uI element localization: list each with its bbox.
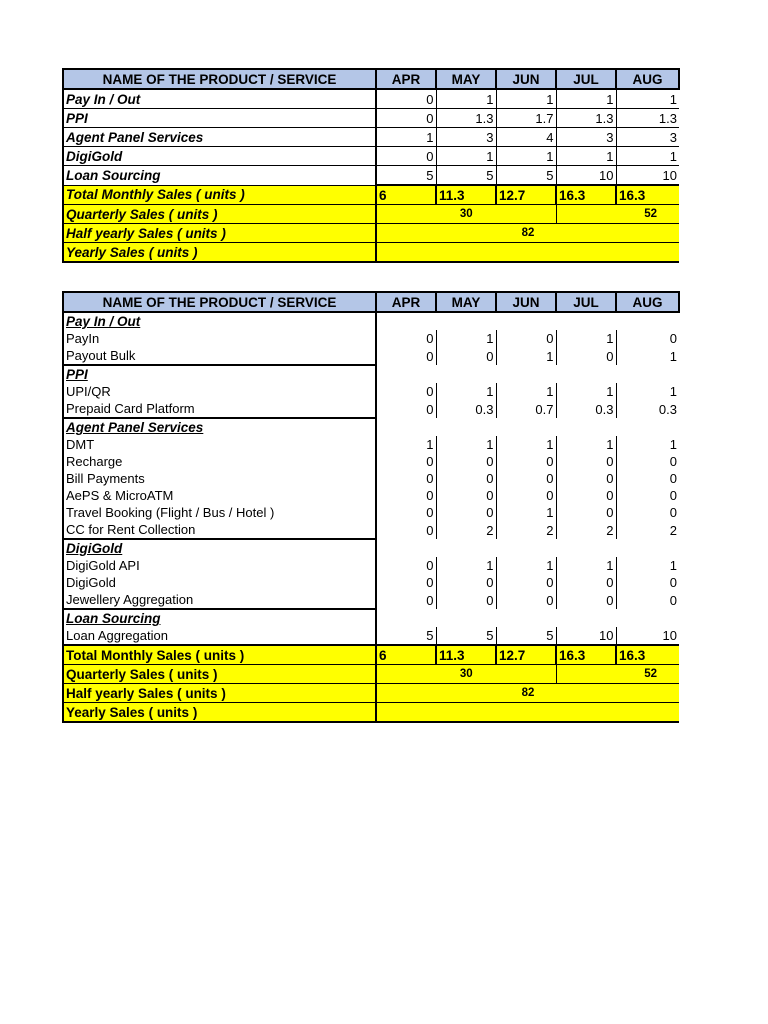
quarterly-row (63, 665, 679, 684)
cell-value[interactable]: 0 (376, 109, 436, 128)
cell-value[interactable]: 1 (496, 504, 556, 521)
total-monthly-value[interactable]: 16.3 (556, 645, 616, 665)
table-row (63, 453, 679, 470)
total-monthly-value[interactable]: 12.7 (496, 185, 556, 205)
cell-value[interactable]: 0 (376, 487, 436, 504)
cell-value[interactable]: 1 (496, 147, 556, 166)
row-label[interactable]: Recharge (63, 453, 376, 470)
total-monthly-value[interactable]: 11.3 (436, 185, 496, 205)
column-header-month[interactable]: AUG (616, 69, 679, 89)
total-monthly-row (63, 645, 679, 665)
table-row (63, 347, 679, 365)
table-row (63, 627, 679, 645)
category-row (63, 312, 679, 330)
yearly-label[interactable]: Yearly Sales ( units ) (63, 243, 376, 263)
category-label[interactable]: Agent Panel Services (63, 418, 376, 436)
cell-value[interactable]: 1 (376, 128, 436, 147)
cell-value[interactable]: 1 (556, 383, 616, 400)
cell-value[interactable]: 0 (376, 557, 436, 574)
cell-value[interactable]: 5 (376, 166, 436, 186)
table-row (63, 521, 679, 539)
table-row (63, 89, 679, 109)
category-label[interactable]: PPI (63, 365, 376, 383)
cell-value[interactable]: 1 (556, 147, 616, 166)
table-row (63, 504, 679, 521)
quarterly-label[interactable]: Quarterly Sales ( units ) (63, 205, 376, 224)
cell-value[interactable]: 1.3 (556, 109, 616, 128)
empty-cell (556, 539, 616, 557)
total-monthly-value[interactable]: 16.3 (556, 185, 616, 205)
empty-cell (376, 539, 436, 557)
half-yearly-value[interactable]: 82 (376, 684, 679, 703)
cell-value[interactable]: 1 (669, 558, 677, 573)
column-header-month[interactable]: JUL (556, 69, 616, 89)
row-label[interactable]: PayIn (63, 330, 376, 347)
cell-value[interactable]: 5 (496, 166, 556, 186)
cell-value[interactable]: 0 (556, 504, 616, 521)
cell-value[interactable]: 0 (376, 574, 436, 591)
cell-value[interactable]: 0 (496, 591, 556, 609)
column-header-month[interactable]: JUN (496, 292, 556, 312)
cell-value[interactable]: 0 (436, 487, 496, 504)
yearly-row (63, 703, 679, 723)
column-header-month[interactable]: AUG (616, 292, 679, 312)
table-row (63, 383, 679, 400)
cell-value[interactable]: 1 (496, 89, 556, 109)
cell-value[interactable]: 0 (556, 453, 616, 470)
row-label[interactable]: PPI (63, 109, 376, 128)
cell-value[interactable]: 4 (496, 128, 556, 147)
row-label[interactable]: Loan Sourcing (63, 166, 376, 186)
cell-value[interactable]: 1 (436, 383, 496, 400)
row-label[interactable]: Bill Payments (63, 470, 376, 487)
cell-value[interactable]: 10 (662, 628, 677, 643)
row-label[interactable]: Travel Booking (Flight / Bus / Hotel ) (63, 504, 376, 521)
cell-value[interactable]: 1 (556, 330, 616, 347)
column-header-month[interactable]: MAY (436, 292, 496, 312)
cell-value[interactable]: 3 (436, 128, 496, 147)
detailed-sales-table (62, 291, 680, 723)
cell-value[interactable]: 0 (496, 487, 556, 504)
table-row (63, 487, 679, 504)
table-row (63, 128, 679, 147)
cell-value[interactable]: 0 (376, 89, 436, 109)
cell-value[interactable]: 2 (669, 522, 677, 538)
cell-value[interactable]: 0 (376, 347, 436, 365)
cell-value[interactable]: 1.3 (436, 109, 496, 128)
table-row (63, 436, 679, 453)
cell-value[interactable]: 0 (376, 470, 436, 487)
cell-value[interactable]: 0 (376, 383, 436, 400)
quarterly-q1-value[interactable]: 30 (376, 205, 556, 224)
cell-value[interactable]: 1 (616, 147, 679, 166)
column-header-month[interactable]: APR (376, 292, 436, 312)
total-monthly-value[interactable]: 6 (376, 645, 436, 665)
cell-value[interactable]: 0.3 (658, 401, 677, 417)
cell-value[interactable]: 0 (496, 574, 556, 591)
cell-value[interactable]: 0 (376, 591, 436, 609)
total-monthly-value[interactable]: 16.3 (616, 185, 679, 205)
cell-value[interactable]: 1 (669, 348, 677, 364)
cell-value[interactable]: 1 (376, 436, 436, 453)
cell-value[interactable]: 10 (616, 166, 679, 186)
category-row (63, 539, 679, 557)
empty-cell (436, 539, 496, 557)
cell-value[interactable]: 0 (669, 592, 677, 608)
total-monthly-value[interactable]: 11.3 (436, 645, 496, 665)
column-header-month[interactable]: MAY (436, 69, 496, 89)
empty-cell (616, 365, 679, 383)
cell-value[interactable]: 1 (496, 557, 556, 574)
row-label[interactable]: DMT (63, 436, 376, 453)
column-header-month[interactable]: JUN (496, 69, 556, 89)
cell-value[interactable]: 1 (496, 383, 556, 400)
cell-value[interactable]: 0 (556, 470, 616, 487)
cell-value[interactable]: 1 (436, 330, 496, 347)
cell-value[interactable]: 0 (436, 504, 496, 521)
half-yearly-label[interactable]: Half yearly Sales ( units ) (63, 224, 376, 243)
cell-value[interactable]: 0 (376, 330, 436, 347)
column-header-product[interactable]: NAME OF THE PRODUCT / SERVICE (63, 292, 376, 312)
total-monthly-value[interactable]: 16.3 (616, 645, 679, 665)
row-label[interactable]: Prepaid Card Platform (63, 400, 376, 418)
table-row (63, 330, 679, 347)
cell-value[interactable]: 1 (436, 557, 496, 574)
cell-value[interactable]: 0 (376, 400, 436, 418)
cell-value[interactable]: 0 (669, 488, 677, 503)
cell-value[interactable]: 0 (669, 471, 677, 486)
header-row (63, 292, 679, 312)
cell-value[interactable]: 3 (556, 128, 616, 147)
cell-value[interactable]: 0 (376, 504, 436, 521)
half-yearly-label[interactable]: Half yearly Sales ( units ) (63, 684, 376, 703)
half-yearly-value[interactable]: 82 (376, 224, 679, 243)
empty-cell (556, 365, 616, 383)
total-monthly-row (63, 185, 679, 205)
cell-value[interactable]: 3 (616, 128, 679, 147)
cell-value[interactable]: 0 (436, 347, 496, 365)
cell-value[interactable]: 1 (436, 436, 496, 453)
cell-value[interactable]: 2 (436, 521, 496, 539)
column-header-month[interactable]: JUL (556, 292, 616, 312)
row-label[interactable]: Payout Bulk (63, 347, 376, 365)
row-label[interactable]: UPI/QR (63, 383, 376, 400)
empty-cell (556, 312, 616, 330)
category-row (63, 609, 679, 627)
quarterly-q1-value[interactable]: 30 (376, 665, 556, 684)
category-label[interactable]: DigiGold (63, 539, 376, 557)
empty-cell (436, 418, 496, 436)
cell-value[interactable]: 2 (556, 521, 616, 539)
cell-value[interactable]: 1 (436, 147, 496, 166)
cell-value[interactable]: 0 (436, 574, 496, 591)
table-row (63, 109, 679, 128)
cell-value[interactable]: 0 (556, 347, 616, 365)
row-label[interactable]: AePS & MicroATM (63, 487, 376, 504)
empty-cell (556, 609, 616, 627)
cell-value[interactable]: 0 (669, 454, 677, 469)
cell-value[interactable]: 5 (436, 627, 496, 645)
row-label[interactable]: CC for Rent Collection (63, 521, 376, 539)
empty-cell (616, 609, 679, 627)
row-label[interactable]: Jewellery Aggregation (63, 591, 376, 609)
empty-cell (376, 312, 436, 330)
cell-value[interactable]: 0 (669, 505, 677, 520)
column-header-month[interactable]: APR (376, 69, 436, 89)
cell-value[interactable]: 0.3 (556, 400, 616, 418)
category-label[interactable]: Pay In / Out (63, 312, 376, 330)
cell-value[interactable]: 0 (556, 591, 616, 609)
cell-value[interactable]: 0 (669, 575, 677, 590)
category-label[interactable]: Loan Sourcing (63, 609, 376, 627)
empty-cell (436, 365, 496, 383)
cell-value[interactable]: 10 (556, 166, 616, 186)
total-monthly-value[interactable]: 12.7 (496, 645, 556, 665)
table-row (63, 147, 679, 166)
cell-value[interactable]: 5 (436, 166, 496, 186)
row-label[interactable]: DigiGold (63, 147, 376, 166)
yearly-value[interactable] (376, 243, 679, 263)
category-row (63, 418, 679, 436)
cell-value[interactable]: 0 (436, 453, 496, 470)
cell-value[interactable]: 1.3 (616, 109, 679, 128)
table-row (63, 574, 679, 591)
empty-cell (376, 365, 436, 383)
half-yearly-row (63, 224, 679, 243)
empty-cell (616, 418, 679, 436)
row-label[interactable]: DigiGold (63, 574, 376, 591)
empty-cell (496, 539, 556, 557)
row-label[interactable]: Loan Aggregation (63, 627, 376, 645)
empty-cell (496, 418, 556, 436)
empty-cell (376, 418, 436, 436)
table-row (63, 557, 679, 574)
column-header-product[interactable]: NAME OF THE PRODUCT / SERVICE (63, 69, 376, 89)
cell-value[interactable]: 1 (669, 384, 677, 399)
cell-value[interactable]: 0 (436, 470, 496, 487)
cell-value[interactable]: 0 (556, 487, 616, 504)
total-monthly-label[interactable]: Total Monthly Sales ( units ) (63, 185, 376, 205)
cell-value[interactable]: 1 (556, 557, 616, 574)
table-row (63, 166, 679, 186)
empty-cell (616, 539, 679, 557)
row-label[interactable]: Pay In / Out (63, 89, 376, 109)
table-row (63, 470, 679, 487)
empty-cell (496, 312, 556, 330)
cell-value[interactable]: 1.7 (496, 109, 556, 128)
cell-value[interactable]: 2 (496, 521, 556, 539)
row-label[interactable]: DigiGold API (63, 557, 376, 574)
cell-value[interactable]: 0 (376, 147, 436, 166)
cell-value[interactable]: 1 (556, 89, 616, 109)
cell-value[interactable]: 1 (436, 89, 496, 109)
empty-cell (616, 312, 679, 330)
yearly-label[interactable]: Yearly Sales ( units ) (63, 703, 376, 723)
cell-value[interactable]: 10 (556, 627, 616, 645)
quarterly-q2-value[interactable]: 52 (556, 665, 679, 684)
quarterly-label[interactable]: Quarterly Sales ( units ) (63, 665, 376, 684)
header-row (63, 69, 679, 89)
empty-cell (496, 365, 556, 383)
cell-value[interactable]: 0.7 (496, 400, 556, 418)
cell-value[interactable]: 1 (496, 436, 556, 453)
quarterly-q2-value[interactable]: 52 (556, 205, 679, 224)
cell-value[interactable]: 0.3 (436, 400, 496, 418)
empty-cell (436, 609, 496, 627)
half-yearly-row (63, 684, 679, 703)
cell-value[interactable]: 0 (376, 453, 436, 470)
cell-value[interactable]: 1 (496, 347, 556, 365)
cell-value[interactable]: 1 (616, 89, 679, 109)
row-label[interactable]: Agent Panel Services (63, 128, 376, 147)
empty-cell (436, 312, 496, 330)
cell-value[interactable]: 0 (496, 470, 556, 487)
cell-value[interactable]: 1 (669, 437, 677, 452)
table-row (63, 400, 679, 418)
total-monthly-value[interactable]: 6 (376, 185, 436, 205)
cell-value[interactable]: 0 (436, 591, 496, 609)
yearly-value[interactable] (376, 703, 679, 723)
cell-value[interactable]: 0 (496, 330, 556, 347)
empty-cell (496, 609, 556, 627)
quarterly-row (63, 205, 679, 224)
category-row (63, 365, 679, 383)
cell-value[interactable]: 0 (669, 331, 677, 346)
yearly-row (63, 243, 679, 263)
total-monthly-label[interactable]: Total Monthly Sales ( units ) (63, 645, 376, 665)
empty-cell (376, 609, 436, 627)
table-row (63, 591, 679, 609)
empty-cell (556, 418, 616, 436)
cell-value[interactable]: 0 (496, 453, 556, 470)
cell-value[interactable]: 5 (376, 627, 436, 645)
cell-value[interactable]: 5 (496, 627, 556, 645)
cell-value[interactable]: 1 (556, 436, 616, 453)
summary-sales-table (62, 68, 680, 263)
cell-value[interactable]: 0 (556, 574, 616, 591)
cell-value[interactable]: 0 (376, 521, 436, 539)
